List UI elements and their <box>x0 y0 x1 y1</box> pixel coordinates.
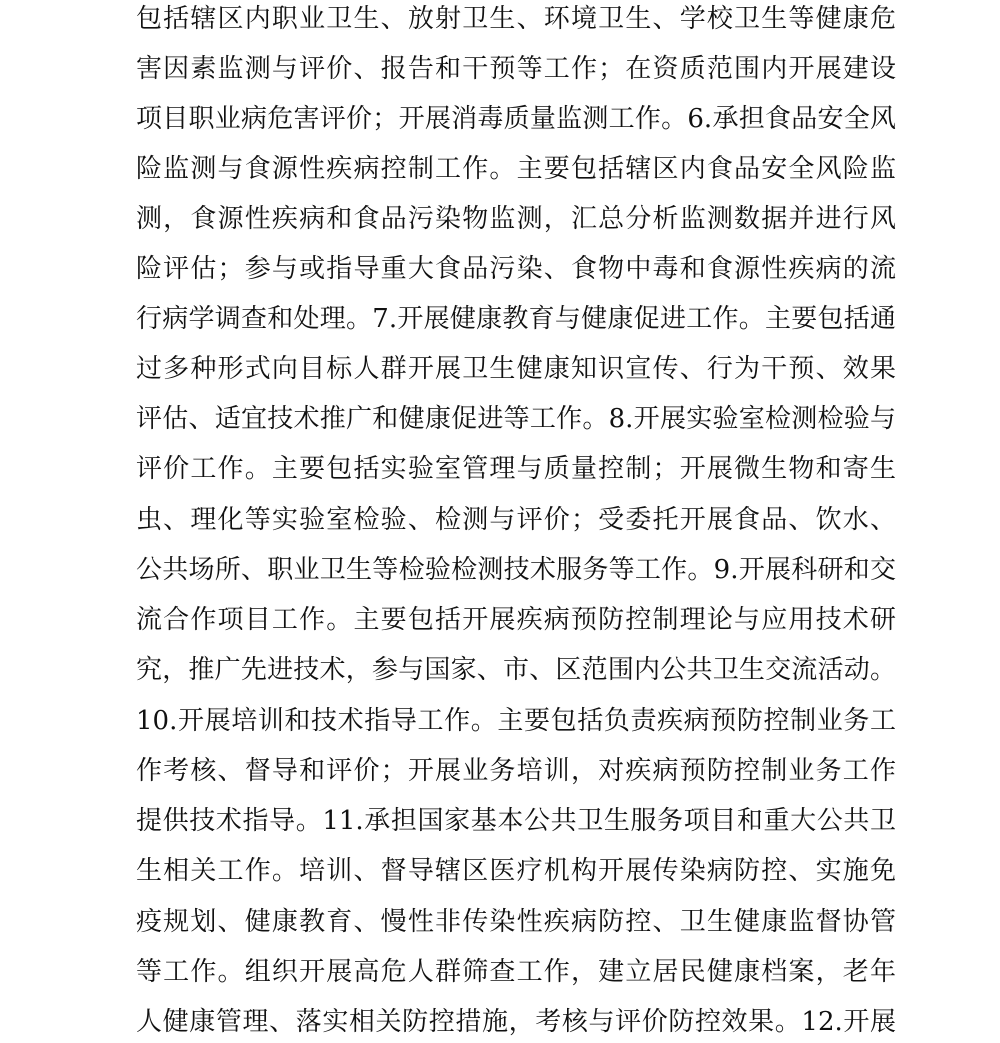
text-line-12: 公共场所、职业卫生等检验检测技术服务等工作。9.开展科研和交 <box>136 555 896 585</box>
text-line-4: 险监测与食源性疾病控制工作。主要包括辖区内食品安全风险监 <box>136 154 896 184</box>
text-line-14: 究，推广先进技术，参与国家、市、区范围内公共卫生交流活动。 <box>136 655 896 685</box>
text-line-1: 包括辖区内职业卫生、放射卫生、环境卫生、学校卫生等健康危 <box>136 4 896 34</box>
text-line-7: 行病学调查和处理。7.开展健康教育与健康促进工作。主要包括通 <box>136 304 896 334</box>
text-line-13: 流合作项目工作。主要包括开展疾病预防控制理论与应用技术研 <box>136 605 896 635</box>
text-line-8: 过多种形式向目标人群开展卫生健康知识宣传、行为干预、效果 <box>136 354 896 384</box>
text-line-18: 生相关工作。培训、督导辖区医疗机构开展传染病防控、实施免 <box>136 856 896 886</box>
text-line-21: 人健康管理、落实相关防控措施，考核与评价防控效果。12.开展 <box>136 1007 896 1037</box>
text-line-19: 疫规划、健康教育、慢性非传染性疾病防控、卫生健康监督协管 <box>136 907 896 937</box>
text-line-9: 评估、适宜技术推广和健康促进等工作。8.开展实验室检测检验与 <box>136 404 896 434</box>
text-line-11: 虫、理化等实验室检验、检测与评价；受委托开展食品、饮水、 <box>136 505 896 535</box>
text-line-17: 提供技术指导。11.承担国家基本公共卫生服务项目和重大公共卫 <box>136 806 896 836</box>
text-line-6: 险评估；参与或指导重大食品污染、食物中毒和食源性疾病的流 <box>136 254 896 284</box>
text-line-2: 害因素监测与评价、报告和干预等工作；在资质范围内开展建设 <box>136 54 896 84</box>
text-line-10: 评价工作。主要包括实验室管理与质量控制；开展微生物和寄生 <box>136 454 896 484</box>
text-line-16: 作考核、督导和评价；开展业务培训，对疾病预防控制业务工作 <box>136 756 896 786</box>
text-line-20: 等工作。组织开展高危人群筛查工作，建立居民健康档案，老年 <box>136 957 896 987</box>
text-line-3: 项目职业病危害评价；开展消毒质量监测工作。6.承担食品安全风 <box>136 104 896 134</box>
text-line-15: 10.开展培训和技术指导工作。主要包括负责疾病预防控制业务工 <box>136 706 896 736</box>
text-line-5: 测，食源性疾病和食品污染物监测，汇总分析监测数据并进行风 <box>136 204 896 234</box>
